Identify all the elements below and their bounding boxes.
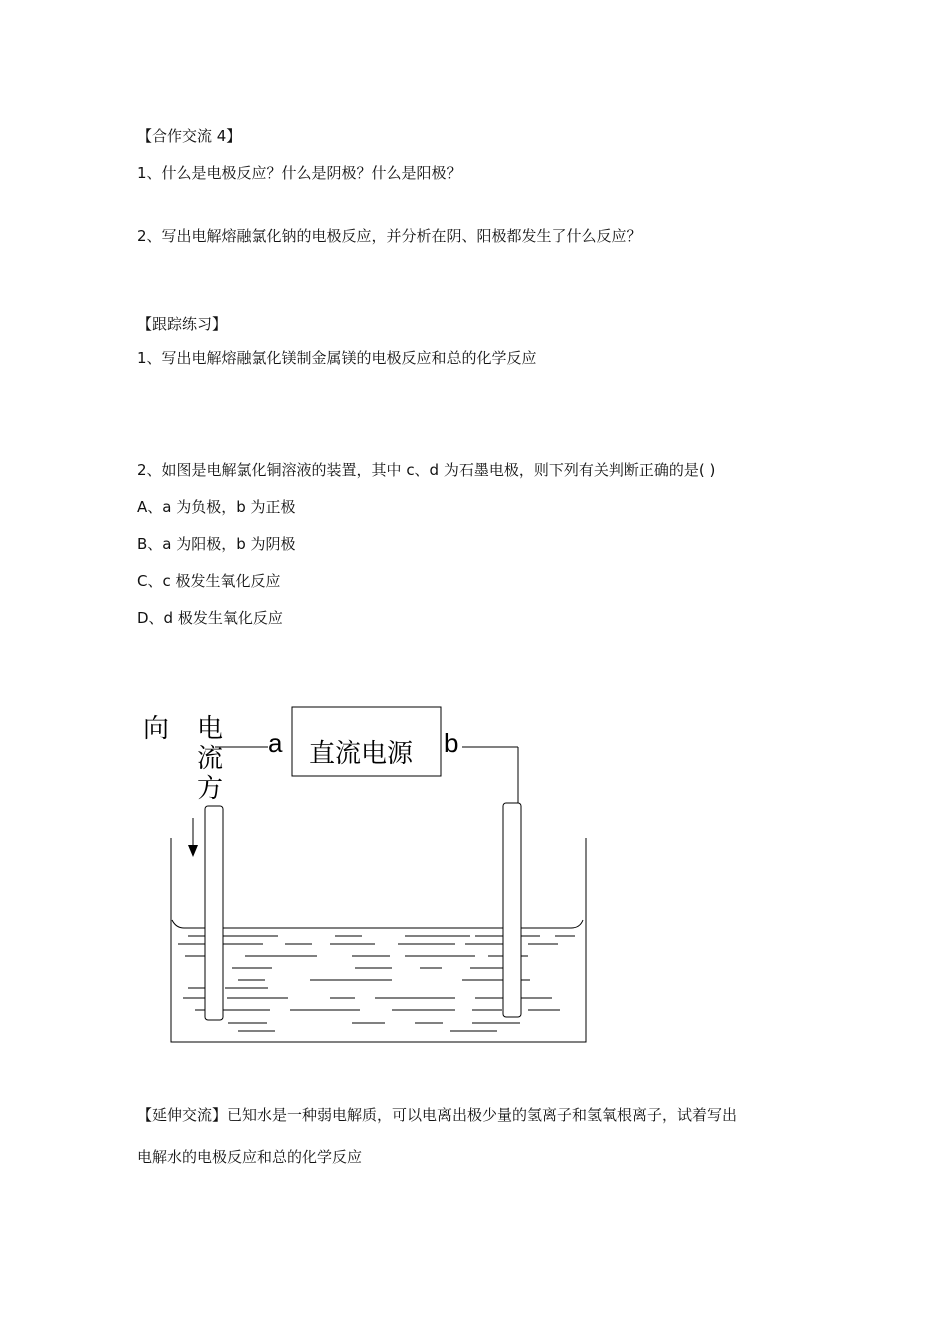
beaker	[171, 838, 586, 1042]
option-d: D、d 极发生氧化反应	[137, 609, 283, 627]
option-b: B、a 为阳极，b 为阴极	[137, 535, 296, 553]
coop-question-1: 1、什么是电极反应？什么是阴极？什么是阳极？	[137, 164, 462, 182]
option-a: A、a 为负极，b 为正极	[137, 498, 296, 516]
practice-question-2: 2、如图是电解氯化铜溶液的装置，其中 c、d 为石墨电极，则下列有关判断正确的是( )	[137, 461, 716, 479]
current-char-3: 流	[197, 744, 224, 774]
current-char-4: 方	[197, 774, 224, 804]
practice-heading: 【跟踪练习】	[137, 315, 228, 333]
extend-paragraph-line-1	[137, 1105, 737, 1125]
terminal-b-label: b	[444, 728, 459, 758]
current-char-1: 向	[143, 714, 170, 744]
coop-question-2: 2、写出电解熔融氯化钠的电极反应，并分析在阴、阳极都发生了什么反应？	[137, 227, 642, 245]
current-arrow-head	[188, 845, 198, 857]
extend-text-2: 电解水的电极反应和总的化学反应	[137, 1148, 363, 1166]
practice-question-1: 1、写出电解熔融氯化镁制金属镁的电极反应和总的化学反应	[137, 349, 537, 367]
power-supply-label: 直流电源	[308, 739, 414, 769]
electrode-right	[503, 803, 521, 1017]
electrode-left	[205, 806, 223, 1020]
terminal-a-label: a	[268, 728, 283, 758]
extend-text-1: 已知水是一种弱电解质，可以电离出极少量的氢离子和氢氧根离子，试着写出	[227, 1106, 738, 1124]
option-c: C、c 极发生氧化反应	[137, 572, 281, 590]
current-char-2: 电	[197, 714, 224, 744]
coop-heading: 【合作交流 4】	[137, 127, 242, 145]
extend-heading: 【延伸交流】	[137, 1106, 228, 1124]
